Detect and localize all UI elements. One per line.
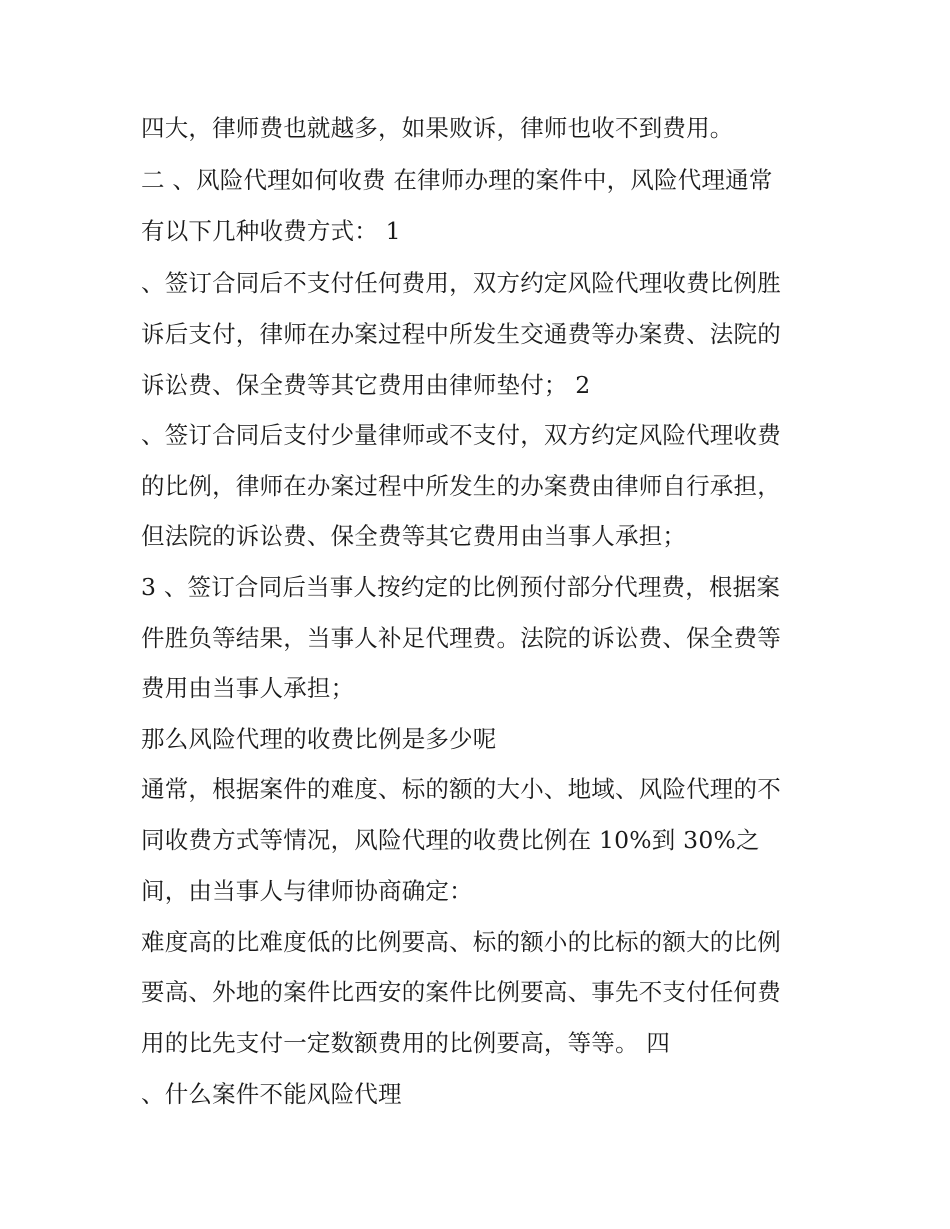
text-line: 那么风险代理的收费比例是多少呢 xyxy=(141,725,497,753)
text-line: 费用由当事人承担； xyxy=(141,674,355,702)
text-line: 同收费方式等情况，风险代理的收费比例在 10%到 30%之 xyxy=(141,826,760,854)
text-line: 、签订合同后不支付任何费用，双方约定风险代理收费比例胜 xyxy=(141,269,781,297)
text-line: 、什么案件不能风险代理 xyxy=(141,1080,402,1108)
text-line: 3 、签订合同后当事人按约定的比例预付部分代理费，根据案 xyxy=(141,573,781,601)
text-line: 、签订合同后支付少量律师或不支付，双方约定风险代理收费 xyxy=(141,421,781,449)
text-line: 用的比先支付一定数额费用的比例要高，等等。 四 xyxy=(141,1029,671,1057)
text-line: 间，由当事人与律师协商确定： xyxy=(141,877,473,905)
text-line: 但法院的诉讼费、保全费等其它费用由当事人承担； xyxy=(141,522,687,550)
text-line: 件胜负等结果，当事人补足代理费。法院的诉讼费、保全费等 xyxy=(141,624,781,652)
text-line: 诉后支付，律师在办案过程中所发生交通费等办案费、法院的 xyxy=(141,320,781,348)
text-line: 四大，律师费也就越多，如果败诉，律师也收不到费用。 xyxy=(141,114,734,142)
text-line: 难度高的比难度低的比例要高、标的额小的比标的额大的比例 xyxy=(141,928,781,956)
text-line: 诉讼费、保全费等其它费用由律师垫付； 2 xyxy=(141,371,591,399)
text-line: 要高、外地的案件比西安的案件比例要高、事先不支付任何费 xyxy=(141,978,781,1006)
text-line: 通常，根据案件的难度、标的额的大小、地域、风险代理的不 xyxy=(141,775,781,803)
text-line: 二 、风险代理如何收费 在律师办理的案件中，风险代理通常 xyxy=(141,166,773,194)
text-line: 的比例，律师在办案过程中所发生的办案费由律师自行承担， xyxy=(141,472,781,500)
text-line: 有以下几种收费方式： 1 xyxy=(141,217,401,245)
